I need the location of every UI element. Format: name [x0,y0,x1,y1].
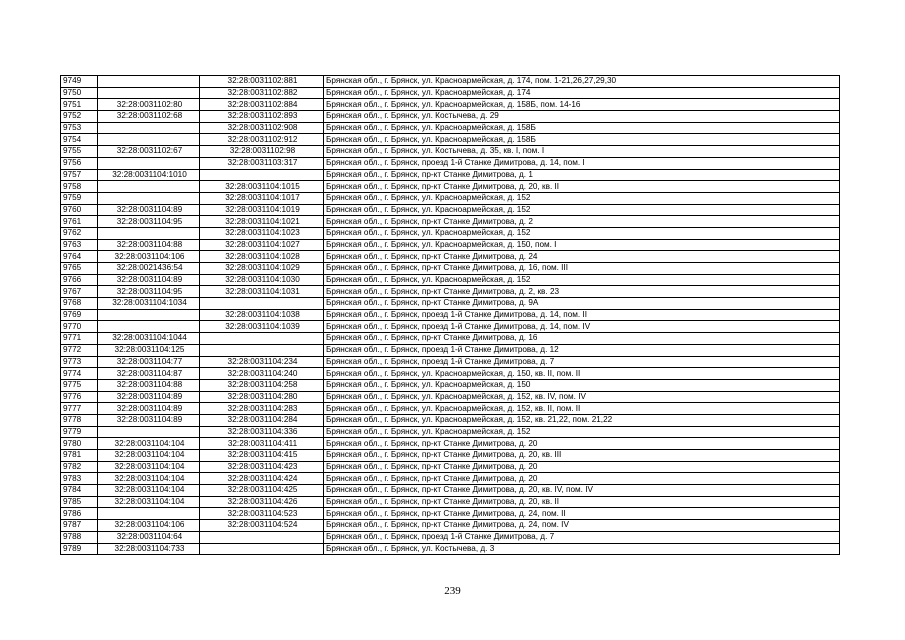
table-row [61,520,840,532]
cadastral-number-cell: 32:28:0031104:95 [98,286,200,298]
premises-cadastral-number-cell: 32:28:0031104:1028 [200,251,324,263]
address-cell: Брянская обл., г. Брянск, пр-кт Станке Димитрова, д. 20, кв. IV, пом. IV [324,485,840,497]
table-row [61,379,840,391]
cadastral-number-cell: 32:28:0031104:104 [98,485,200,497]
cadastral-number-cell: 32:28:0031104:104 [98,450,200,462]
row-number-cell: 9762 [61,227,98,239]
address-cell: Брянская обл., г. Брянск, ул. Красноармейская, д. 174 [324,87,840,99]
premises-cadastral-number-cell: 32:28:0031104:240 [200,368,324,380]
property-table [60,75,840,555]
cadastral-number-cell: 32:28:0031104:87 [98,368,200,380]
row-number-cell: 9767 [61,286,98,298]
address-cell: Брянская обл., г. Брянск, пр-кт Станке Димитрова, д. 2 [324,216,840,228]
premises-cadastral-number-cell: 32:28:0031102:908 [200,122,324,134]
address-cell: Брянская обл., г. Брянск, ул. Красноармейская, д. 158Б [324,122,840,134]
row-number-cell: 9758 [61,181,98,193]
address-cell: Брянская обл., г. Брянск, пр-кт Станке Димитрова, д. 9А [324,298,840,310]
table-row [61,111,840,123]
table-row [61,391,840,403]
cadastral-number-cell [98,134,200,146]
table-row [61,122,840,134]
address-cell: Брянская обл., г. Брянск, пр-кт Станке Димитрова, д. 24 [324,251,840,263]
table-row [61,134,840,146]
premises-cadastral-number-cell: 32:28:0031102:882 [200,87,324,99]
cadastral-number-cell [98,157,200,169]
row-number-cell: 9753 [61,122,98,134]
address-cell: Брянская обл., г. Брянск, пр-кт Станке Димитрова, д. 24, пом. IV [324,520,840,532]
premises-cadastral-number-cell: 32:28:0031104:1017 [200,192,324,204]
cadastral-number-cell [98,309,200,321]
premises-cadastral-number-cell: 32:28:0031104:1021 [200,216,324,228]
row-number-cell: 9749 [61,76,98,88]
table-row [61,309,840,321]
row-number-cell: 9786 [61,508,98,520]
premises-cadastral-number-cell: 32:28:0031104:1031 [200,286,324,298]
table-row [61,543,840,555]
table-row [61,461,840,473]
premises-cadastral-number-cell: 32:28:0031104:283 [200,403,324,415]
address-cell: Брянская обл., г. Брянск, ул. Красноармейская, д. 152, кв. II, пом. II [324,403,840,415]
cadastral-number-cell: 32:28:0031104:88 [98,379,200,391]
premises-cadastral-number-cell: 32:28:0031104:524 [200,520,324,532]
premises-cadastral-number-cell: 32:28:0031104:1023 [200,227,324,239]
row-number-cell: 9773 [61,356,98,368]
address-cell: Брянская обл., г. Брянск, пр-кт Станке Димитрова, д. 20 [324,473,840,485]
cadastral-number-cell: 32:28:0031102:80 [98,99,200,111]
premises-cadastral-number-cell: 32:28:0031104:415 [200,450,324,462]
address-cell: Брянская обл., г. Брянск, ул. Красноармейская, д. 152, кв. IV, пом. IV [324,391,840,403]
cadastral-number-cell: 32:28:0031104:95 [98,216,200,228]
table-row [61,414,840,426]
row-number-cell: 9784 [61,485,98,497]
cadastral-number-cell: 32:28:0031102:67 [98,146,200,158]
address-cell: Брянская обл., г. Брянск, ул. Красноармейская, д. 152 [324,426,840,438]
cadastral-number-cell: 32:28:0031104:89 [98,391,200,403]
table-row [61,192,840,204]
cadastral-number-cell [98,122,200,134]
cadastral-number-cell: 32:28:0021436:54 [98,263,200,275]
row-number-cell: 9770 [61,321,98,333]
premises-cadastral-number-cell: 32:28:0031104:1027 [200,239,324,251]
premises-cadastral-number-cell: 32:28:0031104:284 [200,414,324,426]
premises-cadastral-number-cell: 32:28:0031104:1015 [200,181,324,193]
premises-cadastral-number-cell: 32:28:0031104:426 [200,496,324,508]
premises-cadastral-number-cell [200,298,324,310]
row-number-cell: 9756 [61,157,98,169]
table-row [61,263,840,275]
table-row [61,321,840,333]
row-number-cell: 9779 [61,426,98,438]
cadastral-number-cell: 32:28:0031104:104 [98,461,200,473]
address-cell: Брянская обл., г. Брянск, ул. Костычева, д. 35, кв. I, пом. I [324,146,840,158]
address-cell: Брянская обл., г. Брянск, проезд 1-й Станке Димитрова, д. 14, пом. II [324,309,840,321]
address-cell: Брянская обл., г. Брянск, ул. Красноармейская, д. 152 [324,274,840,286]
table-row [61,146,840,158]
address-cell: Брянская обл., г. Брянск, пр-кт Станке Димитрова, д. 20 [324,461,840,473]
table-row [61,157,840,169]
page-number: 239 [444,585,461,597]
cadastral-number-cell: 32:28:0031104:64 [98,531,200,543]
table-row [61,76,840,88]
table-row [61,274,840,286]
table-row [61,286,840,298]
cadastral-number-cell: 32:28:0031104:1010 [98,169,200,181]
row-number-cell: 9785 [61,496,98,508]
table-row [61,496,840,508]
row-number-cell: 9754 [61,134,98,146]
row-number-cell: 9768 [61,298,98,310]
premises-cadastral-number-cell: 32:28:0031102:881 [200,76,324,88]
row-number-cell: 9788 [61,531,98,543]
cadastral-number-cell: 32:28:0031104:89 [98,414,200,426]
premises-cadastral-number-cell: 32:28:0031102:912 [200,134,324,146]
table-row [61,169,840,181]
address-cell: Брянская обл., г. Брянск, проезд 1-й Станке Димитрова, д. 7 [324,356,840,368]
row-number-cell: 9777 [61,403,98,415]
cadastral-number-cell [98,181,200,193]
premises-cadastral-number-cell [200,333,324,345]
address-cell: Брянская обл., г. Брянск, проезд 1-й Станке Димитрова, д. 7 [324,531,840,543]
address-cell: Брянская обл., г. Брянск, ул. Красноармейская, д. 150, кв. II, пом. II [324,368,840,380]
row-number-cell: 9761 [61,216,98,228]
premises-cadastral-number-cell [200,543,324,555]
table-row [61,298,840,310]
cadastral-number-cell: 32:28:0031104:88 [98,239,200,251]
row-number-cell: 9774 [61,368,98,380]
premises-cadastral-number-cell: 32:28:0031104:1038 [200,309,324,321]
cadastral-number-cell: 32:28:0031104:1044 [98,333,200,345]
address-cell: Брянская обл., г. Брянск, ул. Красноармейская, д. 150 [324,379,840,391]
row-number-cell: 9783 [61,473,98,485]
cadastral-number-cell: 32:28:0031104:89 [98,204,200,216]
row-number-cell: 9772 [61,344,98,356]
row-number-cell: 9760 [61,204,98,216]
address-cell: Брянская обл., г. Брянск, проезд 1-й Станке Димитрова, д. 14, пом. I [324,157,840,169]
premises-cadastral-number-cell [200,531,324,543]
cadastral-number-cell: 32:28:0031104:77 [98,356,200,368]
cadastral-number-cell: 32:28:0031104:89 [98,274,200,286]
table-row [61,485,840,497]
premises-cadastral-number-cell [200,169,324,181]
row-number-cell: 9752 [61,111,98,123]
table-row [61,344,840,356]
address-cell: Брянская обл., г. Брянск, ул. Костычева, д. 3 [324,543,840,555]
address-cell: Брянская обл., г. Брянск, ул. Красноармейская, д. 158Б, пом. 14-16 [324,99,840,111]
row-number-cell: 9781 [61,450,98,462]
row-number-cell: 9764 [61,251,98,263]
cadastral-number-cell: 32:28:0031104:733 [98,543,200,555]
row-number-cell: 9765 [61,263,98,275]
address-cell: Брянская обл., г. Брянск, проезд 1-й Станке Димитрова, д. 14, пом. IV [324,321,840,333]
cadastral-number-cell: 32:28:0031104:104 [98,496,200,508]
row-number-cell: 9789 [61,543,98,555]
row-number-cell: 9759 [61,192,98,204]
table-row [61,531,840,543]
table-row [61,227,840,239]
address-cell: Брянская обл., г. Брянск, пр-кт Станке Димитрова, д. 20, кв. II [324,181,840,193]
table-row [61,368,840,380]
cadastral-number-cell: 32:28:0031102:68 [98,111,200,123]
table-row [61,216,840,228]
address-cell: Брянская обл., г. Брянск, пр-кт Станке Димитрова, д. 24, пом. II [324,508,840,520]
table-row [61,438,840,450]
address-cell: Брянская обл., г. Брянск, пр-кт Станке Димитрова, д. 2, кв. 23 [324,286,840,298]
row-number-cell: 9757 [61,169,98,181]
cadastral-number-cell [98,426,200,438]
row-number-cell: 9769 [61,309,98,321]
row-number-cell: 9750 [61,87,98,99]
address-cell: Брянская обл., г. Брянск, проезд 1-й Станке Димитрова, д. 12 [324,344,840,356]
table-row [61,333,840,345]
cadastral-number-cell [98,87,200,99]
table-row [61,87,840,99]
address-cell: Брянская обл., г. Брянск, пр-кт Станке Димитрова, д. 20, кв. II [324,496,840,508]
table-row [61,508,840,520]
row-number-cell: 9775 [61,379,98,391]
premises-cadastral-number-cell: 32:28:0031104:1030 [200,274,324,286]
table-row [61,181,840,193]
table-row [61,251,840,263]
premises-cadastral-number-cell: 32:28:0031104:425 [200,485,324,497]
address-cell: Брянская обл., г. Брянск, пр-кт Станке Димитрова, д. 16, пом. III [324,263,840,275]
cadastral-number-cell [98,321,200,333]
address-cell: Брянская обл., г. Брянск, ул. Красноармейская, д. 152 [324,227,840,239]
row-number-cell: 9780 [61,438,98,450]
cadastral-number-cell: 32:28:0031104:106 [98,251,200,263]
premises-cadastral-number-cell [200,344,324,356]
row-number-cell: 9787 [61,520,98,532]
table-row [61,239,840,251]
premises-cadastral-number-cell: 32:28:0031104:1019 [200,204,324,216]
address-cell: Брянская обл., г. Брянск, пр-кт Станке Димитрова, д. 20 [324,438,840,450]
address-cell: Брянская обл., г. Брянск, ул. Красноармейская, д. 152 [324,192,840,204]
premises-cadastral-number-cell: 32:28:0031104:1039 [200,321,324,333]
cadastral-number-cell [98,76,200,88]
cadastral-number-cell: 32:28:0031104:125 [98,344,200,356]
row-number-cell: 9763 [61,239,98,251]
address-cell: Брянская обл., г. Брянск, пр-кт Станке Димитрова, д. 1 [324,169,840,181]
premises-cadastral-number-cell: 32:28:0031104:234 [200,356,324,368]
cadastral-number-cell [98,192,200,204]
cadastral-number-cell: 32:28:0031104:104 [98,438,200,450]
address-cell: Брянская обл., г. Брянск, ул. Красноармейская, д. 152, кв. 21,22, пом. 21,22 [324,414,840,426]
cadastral-number-cell: 32:28:0031104:1034 [98,298,200,310]
address-cell: Брянская обл., г. Брянск, пр-кт Станке Димитрова, д. 16 [324,333,840,345]
row-number-cell: 9771 [61,333,98,345]
premises-cadastral-number-cell: 32:28:0031104:1029 [200,263,324,275]
table-row [61,450,840,462]
premises-cadastral-number-cell: 32:28:0031102:884 [200,99,324,111]
row-number-cell: 9766 [61,274,98,286]
address-cell: Брянская обл., г. Брянск, ул. Костычева, д. 29 [324,111,840,123]
cadastral-number-cell: 32:28:0031104:89 [98,403,200,415]
row-number-cell: 9751 [61,99,98,111]
cadastral-number-cell [98,508,200,520]
premises-cadastral-number-cell: 32:28:0031104:424 [200,473,324,485]
row-number-cell: 9782 [61,461,98,473]
premises-cadastral-number-cell: 32:28:0031104:523 [200,508,324,520]
premises-cadastral-number-cell: 32:28:0031104:280 [200,391,324,403]
premises-cadastral-number-cell: 32:28:0031104:258 [200,379,324,391]
address-cell: Брянская обл., г. Брянск, ул. Красноармейская, д. 150, пом. I [324,239,840,251]
premises-cadastral-number-cell: 32:28:0031104:336 [200,426,324,438]
address-cell: Брянская обл., г. Брянск, ул. Красноармейская, д. 152 [324,204,840,216]
premises-cadastral-number-cell: 32:28:0031102:98 [200,146,324,158]
premises-cadastral-number-cell: 32:28:0031104:411 [200,438,324,450]
cadastral-number-cell: 32:28:0031104:104 [98,473,200,485]
address-cell: Брянская обл., г. Брянск, пр-кт Станке Димитрова, д. 20, кв. III [324,450,840,462]
row-number-cell: 9776 [61,391,98,403]
address-cell: Брянская обл., г. Брянск, ул. Красноармейская, д. 174, пом. 1-21,26,27,29,30 [324,76,840,88]
table-row [61,426,840,438]
cadastral-number-cell [98,227,200,239]
table-row [61,356,840,368]
table-row [61,403,840,415]
table-row [61,204,840,216]
premises-cadastral-number-cell: 32:28:0031102:893 [200,111,324,123]
table-row [61,99,840,111]
row-number-cell: 9778 [61,414,98,426]
table-row [61,473,840,485]
premises-cadastral-number-cell: 32:28:0031103:317 [200,157,324,169]
row-number-cell: 9755 [61,146,98,158]
property-table-body [61,76,840,555]
cadastral-number-cell: 32:28:0031104:106 [98,520,200,532]
address-cell: Брянская обл., г. Брянск, ул. Красноармейская, д. 158Б [324,134,840,146]
premises-cadastral-number-cell: 32:28:0031104:423 [200,461,324,473]
